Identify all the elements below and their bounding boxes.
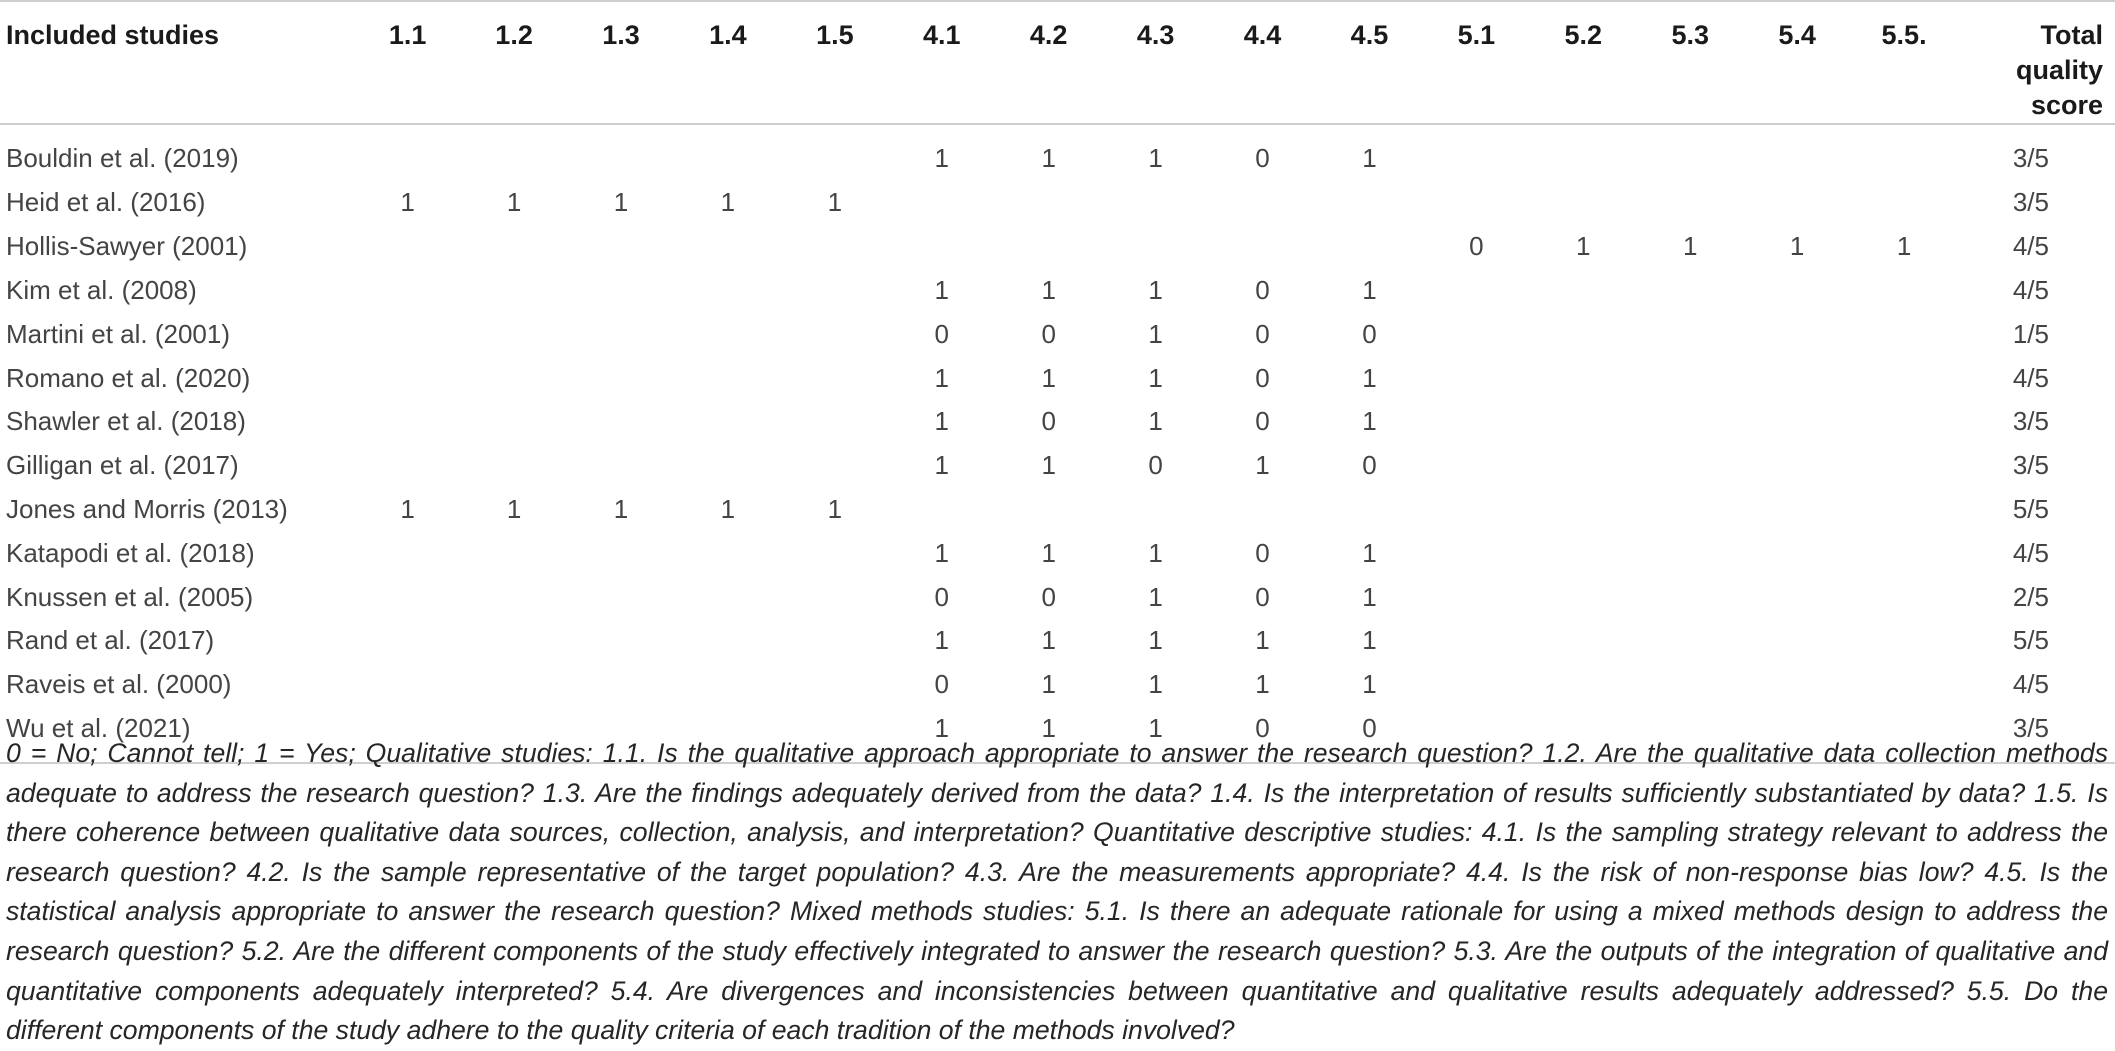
total-quality-score: 3/5 bbox=[2012, 406, 2049, 437]
criterion-score bbox=[568, 312, 675, 356]
criterion-score bbox=[1530, 663, 1637, 707]
criterion-score bbox=[674, 663, 781, 707]
criterion-score: 1 bbox=[506, 187, 522, 218]
criterion-score bbox=[1851, 663, 1958, 707]
criterion-score bbox=[1423, 124, 1530, 181]
criterion-score bbox=[1530, 488, 1637, 532]
criterion-score: 1 bbox=[1896, 231, 1912, 262]
study-name: Gilligan et al. (2017) bbox=[6, 450, 239, 481]
criterion-score: 1 bbox=[1362, 537, 1377, 568]
criterion-score bbox=[1102, 488, 1209, 532]
criterion-score: 1 bbox=[1362, 274, 1377, 305]
criterion-score: 1 bbox=[1148, 362, 1163, 393]
criterion-score: 1 bbox=[1362, 625, 1377, 656]
table-body bbox=[0, 124, 2115, 763]
criterion-score bbox=[995, 225, 1102, 269]
criterion-score bbox=[568, 356, 675, 400]
criterion-score: 1 bbox=[1041, 362, 1056, 393]
criterion-score: 0 bbox=[1255, 362, 1270, 393]
column-header-criterion: 1.3 bbox=[568, 1, 675, 124]
total-quality-score: 3/5 bbox=[1958, 707, 2115, 764]
criterion-score bbox=[674, 531, 781, 575]
total-quality-score: 4/5 bbox=[2012, 669, 2049, 700]
criterion-score bbox=[1744, 400, 1851, 444]
criterion-score: 1 bbox=[1041, 274, 1056, 305]
criterion-score bbox=[568, 531, 675, 575]
criterion-score: 1 bbox=[1362, 581, 1377, 612]
criterion-score bbox=[355, 575, 461, 619]
table-row bbox=[0, 269, 2115, 313]
criterion-score bbox=[1851, 575, 1958, 619]
criterion-score bbox=[568, 400, 675, 444]
criterion-score bbox=[781, 444, 888, 488]
criterion-score: 1 bbox=[400, 493, 415, 524]
total-quality-score: 3/5 bbox=[2012, 142, 2049, 173]
criterion-score bbox=[1744, 663, 1851, 707]
study-name: Wu et al. (2021) bbox=[0, 707, 355, 764]
table-row bbox=[0, 488, 2115, 532]
criterion-score bbox=[1851, 531, 1958, 575]
table-row bbox=[0, 356, 2115, 400]
criterion-score: 1 bbox=[1041, 450, 1056, 481]
criterion-score: 1 bbox=[1148, 142, 1163, 173]
criterion-score: 1 bbox=[934, 274, 949, 305]
criterion-score bbox=[1637, 356, 1744, 400]
criterion-score bbox=[355, 619, 461, 663]
study-name: Martini et al. (2001) bbox=[6, 318, 230, 349]
criterion-score bbox=[1744, 575, 1851, 619]
criterion-score: 1 bbox=[720, 493, 736, 524]
criterion-score bbox=[1637, 488, 1744, 532]
criterion-score bbox=[1423, 488, 1530, 532]
criterion-score bbox=[1637, 269, 1744, 313]
criterion-score bbox=[1637, 619, 1744, 663]
column-header-criterion: 5.3 bbox=[1637, 1, 1744, 124]
criterion-score bbox=[1851, 619, 1958, 663]
criterion-score bbox=[1744, 488, 1851, 532]
criterion-score bbox=[674, 312, 781, 356]
criterion-score: 1 bbox=[1148, 318, 1163, 349]
criterion-score bbox=[781, 312, 888, 356]
criterion-score bbox=[674, 575, 781, 619]
criterion-score: 0 bbox=[1255, 581, 1270, 612]
column-header-criterion: 1.1 bbox=[355, 1, 461, 124]
column-header-criterion: 1.5 bbox=[781, 1, 888, 124]
table-footnote: 0 = No; Cannot tell; 1 = Yes; Qualitative studies: 1.1. Is the qualitative approach appropriate to answer the research question? 1.2. Are the qualitative data collection methods adequate to address the research question? 1.3. Are the findings adequately derived from the data? 1.4. Is the interpretation of results sufficiently substantiated by data? 1.5. Is there coherence between qualitative data sources, collection, analysis, and interpretation? Quantitative descriptive studies: 4.1. Is the sampling strategy relevant to address the research question? 4.2. Is the sample representative of the target population? 4.3. Are the measurements appropriate? 4.4. Is the risk of non-response bias low? 4.5. Is the statistical analysis appropriate to answer the research question? Mixed methods studies: 5.1. Is there an adequate rationale for using a mixed methods design to address the research question? 5.2. Are the different components of the study effectively integrated to answer the research question? 5.3. Are the outputs of the integration of qualitative and quantitative components adequately interpreted? 5.4. Are divergences and inconsistencies between quantitative and qualitative results adequately addressed? 5.5. Do the different components of the study adhere to the quality criteria of each tradition of the methods involved? bbox=[6, 738, 2108, 1046]
criterion-score bbox=[1530, 356, 1637, 400]
criterion-score bbox=[355, 356, 461, 400]
criterion-score bbox=[781, 124, 888, 181]
criterion-score bbox=[781, 225, 888, 269]
criterion-score: 1 bbox=[1041, 142, 1056, 173]
criterion-score bbox=[781, 356, 888, 400]
criterion-score bbox=[461, 663, 568, 707]
table-row bbox=[0, 575, 2115, 619]
criterion-score bbox=[568, 663, 675, 707]
criterion-score bbox=[1530, 575, 1637, 619]
study-name: Heid et al. (2016) bbox=[6, 187, 206, 218]
criterion-score: 1 bbox=[827, 493, 843, 524]
criterion-score bbox=[355, 400, 461, 444]
criterion-score: 0 bbox=[934, 318, 949, 349]
criterion-score bbox=[995, 181, 1102, 225]
criterion-score bbox=[1316, 181, 1423, 225]
criterion-score bbox=[1637, 575, 1744, 619]
criterion-score: 1 bbox=[1255, 450, 1270, 481]
study-name: Hollis-Sawyer (2001) bbox=[6, 231, 248, 262]
criterion-score: 0 bbox=[934, 669, 949, 700]
criterion-score bbox=[1744, 444, 1851, 488]
criterion-score: 1 bbox=[1255, 669, 1270, 700]
column-header-criterion: 4.4 bbox=[1209, 1, 1316, 124]
criterion-score bbox=[1851, 400, 1958, 444]
criterion-score bbox=[1423, 444, 1530, 488]
column-header-criterion: 1.4 bbox=[674, 1, 781, 124]
criterion-score bbox=[1209, 225, 1316, 269]
criterion-score bbox=[1851, 124, 1958, 181]
criterion-score bbox=[1851, 269, 1958, 313]
study-name: Katapodi et al. (2018) bbox=[6, 537, 255, 568]
criterion-score bbox=[461, 124, 568, 181]
study-name: Knussen et al. (2005) bbox=[6, 581, 254, 612]
criterion-score bbox=[995, 488, 1102, 532]
criterion-score: 1 bbox=[934, 362, 949, 393]
criterion-score bbox=[355, 663, 461, 707]
criterion-score bbox=[568, 124, 675, 181]
criterion-score: 1 bbox=[1148, 625, 1163, 656]
criterion-score bbox=[674, 269, 781, 313]
criterion-score bbox=[568, 269, 675, 313]
table-row bbox=[0, 225, 2115, 269]
criterion-score: 1 bbox=[1148, 581, 1163, 612]
criterion-score bbox=[568, 444, 675, 488]
criterion-score bbox=[1637, 312, 1744, 356]
criterion-score bbox=[888, 225, 995, 269]
criterion-score bbox=[1423, 663, 1530, 707]
criterion-score: 0 bbox=[1041, 581, 1056, 612]
study-name: Kim et al. (2008) bbox=[6, 274, 197, 305]
criterion-score: 0 bbox=[1255, 274, 1270, 305]
criterion-score bbox=[674, 356, 781, 400]
criterion-score bbox=[1530, 181, 1637, 225]
criterion-score bbox=[1102, 225, 1209, 269]
criterion-score bbox=[1423, 531, 1530, 575]
criterion-score: 1 bbox=[1041, 625, 1056, 656]
criterion-score bbox=[1530, 531, 1637, 575]
criterion-score bbox=[1423, 181, 1530, 225]
criterion-score bbox=[1102, 181, 1209, 225]
criterion-score: 0 bbox=[1209, 707, 1316, 764]
criterion-score bbox=[1530, 619, 1637, 663]
criterion-score: 0 bbox=[1362, 318, 1377, 349]
criterion-score: 1 bbox=[934, 142, 949, 173]
criterion-score: 1 bbox=[1362, 362, 1377, 393]
criterion-score bbox=[355, 444, 461, 488]
table-row bbox=[0, 312, 2115, 356]
criterion-score: 1 bbox=[400, 187, 415, 218]
column-header-criterion: 4.2 bbox=[995, 1, 1102, 124]
column-header-criterion: 5.5. bbox=[1851, 1, 1958, 124]
criterion-score bbox=[1637, 663, 1744, 707]
criterion-score: 1 bbox=[1041, 537, 1056, 568]
column-header-criterion: 4.5 bbox=[1316, 1, 1423, 124]
criterion-score bbox=[1423, 312, 1530, 356]
column-header-total: Total quality score bbox=[1958, 1, 2115, 124]
criterion-score bbox=[1423, 400, 1530, 444]
criterion-score: 1 bbox=[1576, 231, 1591, 262]
criterion-score: 1 bbox=[1362, 406, 1377, 437]
total-quality-score: 4/5 bbox=[2012, 362, 2049, 393]
criterion-score bbox=[1423, 575, 1530, 619]
criterion-score bbox=[461, 269, 568, 313]
criterion-score bbox=[674, 619, 781, 663]
criterion-score bbox=[461, 400, 568, 444]
criterion-score bbox=[781, 575, 888, 619]
criterion-score bbox=[781, 663, 888, 707]
criterion-score: 0 bbox=[1469, 231, 1484, 262]
criterion-score bbox=[355, 531, 461, 575]
criterion-score bbox=[674, 444, 781, 488]
criterion-score: 0 bbox=[1041, 318, 1056, 349]
total-quality-score: 3/5 bbox=[2012, 450, 2049, 481]
criterion-score: 1 bbox=[995, 707, 1102, 764]
criterion-score bbox=[888, 181, 995, 225]
criterion-score: 1 bbox=[1148, 406, 1163, 437]
criterion-score bbox=[1637, 181, 1744, 225]
study-name: Raveis et al. (2000) bbox=[6, 669, 232, 700]
criterion-score: 1 bbox=[1148, 274, 1163, 305]
total-quality-score: 2/5 bbox=[2012, 581, 2049, 612]
criterion-score bbox=[1530, 400, 1637, 444]
criterion-score bbox=[1637, 531, 1744, 575]
criterion-score: 1 bbox=[1255, 625, 1270, 656]
criterion-score bbox=[674, 225, 781, 269]
criterion-score bbox=[1637, 400, 1744, 444]
criterion-score bbox=[1530, 444, 1637, 488]
criterion-score bbox=[568, 619, 675, 663]
criterion-score bbox=[461, 356, 568, 400]
criterion-score: 1 bbox=[1362, 142, 1377, 173]
criterion-score: 0 bbox=[1316, 707, 1423, 764]
criterion-score bbox=[461, 531, 568, 575]
study-name: Jones and Morris (2013) bbox=[6, 493, 288, 524]
criterion-score bbox=[888, 488, 995, 532]
criterion-score: 0 bbox=[1041, 406, 1056, 437]
criterion-score bbox=[674, 124, 781, 181]
criterion-score bbox=[1744, 531, 1851, 575]
criterion-score bbox=[1851, 181, 1958, 225]
criterion-score bbox=[1209, 181, 1316, 225]
criterion-score bbox=[1316, 488, 1423, 532]
total-quality-score: 3/5 bbox=[2012, 187, 2049, 218]
total-quality-score: 5/5 bbox=[2012, 625, 2049, 656]
criterion-score bbox=[355, 312, 461, 356]
column-header-criterion: 4.3 bbox=[1102, 1, 1209, 124]
criterion-score bbox=[1637, 444, 1744, 488]
criterion-score bbox=[1851, 488, 1958, 532]
criterion-score bbox=[674, 400, 781, 444]
criterion-score bbox=[461, 575, 568, 619]
criterion-score: 0 bbox=[1148, 450, 1163, 481]
criterion-score: 1 bbox=[613, 187, 629, 218]
criterion-score: 1 bbox=[1148, 669, 1163, 700]
criterion-score bbox=[461, 619, 568, 663]
criterion-score: 1 bbox=[1148, 537, 1163, 568]
column-header-criterion: 5.2 bbox=[1530, 1, 1637, 124]
criterion-score bbox=[1851, 356, 1958, 400]
criterion-score: 1 bbox=[613, 493, 629, 524]
criterion-score bbox=[1209, 488, 1316, 532]
criterion-score bbox=[1423, 269, 1530, 313]
criterion-score bbox=[1530, 124, 1637, 181]
column-header-criterion: 5.4 bbox=[1744, 1, 1851, 124]
criterion-score: 1 bbox=[1102, 707, 1209, 764]
criterion-score bbox=[1316, 225, 1423, 269]
criterion-score bbox=[355, 225, 461, 269]
criterion-score bbox=[568, 225, 675, 269]
criterion-score bbox=[781, 619, 888, 663]
criterion-score: 0 bbox=[1255, 406, 1270, 437]
criterion-score: 0 bbox=[1255, 537, 1270, 568]
criterion-score bbox=[461, 444, 568, 488]
criterion-score: 1 bbox=[720, 187, 736, 218]
criterion-score bbox=[781, 269, 888, 313]
criterion-score bbox=[1744, 312, 1851, 356]
criterion-score: 0 bbox=[1255, 318, 1270, 349]
study-name: Romano et al. (2020) bbox=[6, 362, 251, 393]
total-quality-score: 4/5 bbox=[2012, 231, 2049, 262]
criterion-score bbox=[1423, 619, 1530, 663]
criterion-score: 1 bbox=[1362, 669, 1377, 700]
table-row bbox=[0, 531, 2115, 575]
total-quality-score: 4/5 bbox=[2012, 274, 2049, 305]
criterion-score: 1 bbox=[1789, 231, 1805, 262]
criterion-score bbox=[1744, 356, 1851, 400]
criterion-score bbox=[1637, 124, 1744, 181]
table-row bbox=[0, 663, 2115, 707]
criterion-score bbox=[1744, 619, 1851, 663]
criterion-score: 0 bbox=[1255, 142, 1270, 173]
criterion-score bbox=[355, 124, 461, 181]
criterion-score bbox=[1530, 269, 1637, 313]
criterion-score: 1 bbox=[934, 537, 949, 568]
column-header-study: Included studies bbox=[0, 1, 355, 124]
table-row bbox=[0, 124, 2115, 181]
criterion-score: 0 bbox=[934, 581, 949, 612]
column-header-criterion: 4.1 bbox=[888, 1, 995, 124]
study-name: Shawler et al. (2018) bbox=[6, 406, 246, 437]
criterion-score bbox=[781, 400, 888, 444]
table-row bbox=[0, 400, 2115, 444]
criterion-score bbox=[1744, 181, 1851, 225]
column-header-criterion: 5.1 bbox=[1423, 1, 1530, 124]
total-quality-score: 5/5 bbox=[2012, 493, 2049, 524]
study-name: Bouldin et al. (2019) bbox=[6, 142, 239, 173]
criterion-score: 0 bbox=[1362, 450, 1377, 481]
criterion-score bbox=[461, 312, 568, 356]
criterion-score: 1 bbox=[506, 493, 522, 524]
criterion-score: 1 bbox=[934, 406, 949, 437]
column-header-criterion: 1.2 bbox=[461, 1, 568, 124]
table-row bbox=[0, 444, 2115, 488]
criterion-score: 1 bbox=[827, 187, 843, 218]
criterion-score: 1 bbox=[934, 450, 949, 481]
study-name: Rand et al. (2017) bbox=[6, 625, 215, 656]
criterion-score bbox=[1744, 269, 1851, 313]
criterion-score: 1 bbox=[888, 707, 995, 764]
criterion-score: 1 bbox=[1041, 669, 1056, 700]
table-row bbox=[0, 181, 2115, 225]
criterion-score bbox=[1851, 312, 1958, 356]
criterion-score bbox=[355, 269, 461, 313]
criterion-score bbox=[1851, 444, 1958, 488]
criterion-score bbox=[1530, 312, 1637, 356]
table-row bbox=[0, 619, 2115, 663]
criterion-score bbox=[461, 225, 568, 269]
criterion-score bbox=[1744, 124, 1851, 181]
criterion-score: 1 bbox=[1682, 231, 1698, 262]
criterion-score bbox=[1423, 356, 1530, 400]
total-quality-score: 4/5 bbox=[2012, 537, 2049, 568]
criterion-score bbox=[781, 531, 888, 575]
criterion-score: 1 bbox=[934, 625, 949, 656]
table-header-row bbox=[0, 1, 2115, 124]
total-quality-score: 1/5 bbox=[2012, 318, 2049, 349]
criterion-score bbox=[568, 575, 675, 619]
